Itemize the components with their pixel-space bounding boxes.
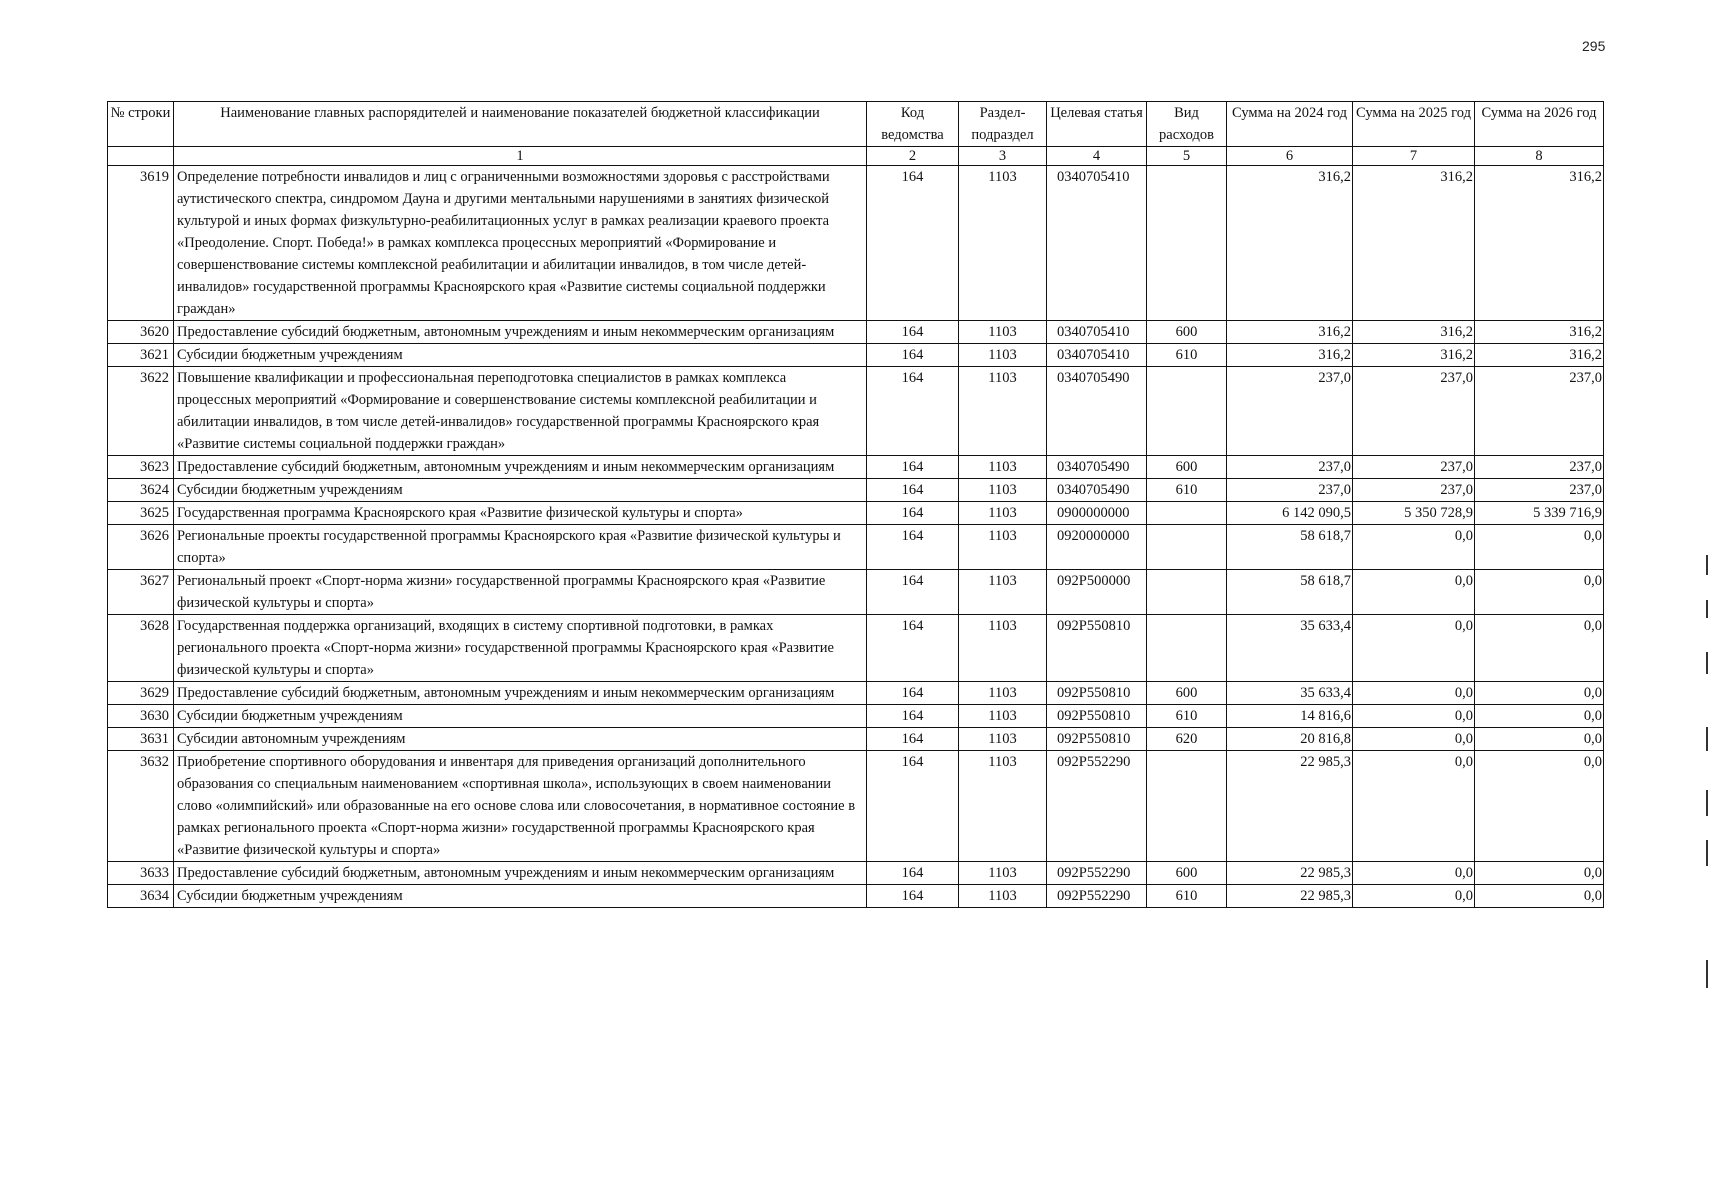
column-number: 1 bbox=[174, 147, 867, 166]
row-sum-2025: 237,0 bbox=[1353, 479, 1475, 502]
row-expense-type bbox=[1147, 615, 1227, 682]
row-number: 3632 bbox=[108, 751, 174, 862]
row-sum-2024: 316,2 bbox=[1227, 344, 1353, 367]
row-number: 3622 bbox=[108, 367, 174, 456]
row-sum-2026: 0,0 bbox=[1475, 728, 1604, 751]
row-sum-2026: 237,0 bbox=[1475, 456, 1604, 479]
header-dept-code: Код ведомства bbox=[867, 102, 959, 147]
row-name: Субсидии автономным учреждениям bbox=[174, 728, 867, 751]
row-dept-code: 164 bbox=[867, 321, 959, 344]
row-sum-2025: 0,0 bbox=[1353, 862, 1475, 885]
row-sum-2025: 0,0 bbox=[1353, 728, 1475, 751]
column-number: 6 bbox=[1227, 147, 1353, 166]
table-row bbox=[108, 862, 1604, 885]
scan-edge-mark bbox=[1706, 790, 1708, 816]
table-row bbox=[108, 166, 1604, 321]
row-expense-type bbox=[1147, 525, 1227, 570]
row-sum-2024: 20 816,8 bbox=[1227, 728, 1353, 751]
row-dept-code: 164 bbox=[867, 570, 959, 615]
table-row bbox=[108, 321, 1604, 344]
page-number: 295 bbox=[1582, 38, 1606, 54]
row-number: 3634 bbox=[108, 885, 174, 908]
header-sum-2026: Сумма на 2026 год bbox=[1475, 102, 1604, 147]
row-name: Предоставление субсидий бюджетным, автономным учреждениям и иным некоммерческим организациям bbox=[174, 682, 867, 705]
row-name: Субсидии бюджетным учреждениям bbox=[174, 885, 867, 908]
row-target-article: 092P550810 bbox=[1047, 682, 1147, 705]
row-dept-code: 164 bbox=[867, 166, 959, 321]
row-target-article: 0340705410 bbox=[1047, 344, 1147, 367]
row-number: 3625 bbox=[108, 502, 174, 525]
row-sum-2024: 237,0 bbox=[1227, 367, 1353, 456]
row-section: 1103 bbox=[959, 682, 1047, 705]
row-sum-2024: 35 633,4 bbox=[1227, 682, 1353, 705]
row-sum-2025: 0,0 bbox=[1353, 885, 1475, 908]
row-dept-code: 164 bbox=[867, 885, 959, 908]
row-section: 1103 bbox=[959, 367, 1047, 456]
row-sum-2026: 0,0 bbox=[1475, 862, 1604, 885]
row-expense-type: 610 bbox=[1147, 885, 1227, 908]
scan-edge-mark bbox=[1706, 840, 1708, 866]
row-target-article: 092P552290 bbox=[1047, 885, 1147, 908]
row-section: 1103 bbox=[959, 728, 1047, 751]
row-section: 1103 bbox=[959, 525, 1047, 570]
row-number: 3619 bbox=[108, 166, 174, 321]
table-row bbox=[108, 615, 1604, 682]
row-dept-code: 164 bbox=[867, 502, 959, 525]
column-number: 4 bbox=[1047, 147, 1147, 166]
row-section: 1103 bbox=[959, 502, 1047, 525]
row-expense-type: 620 bbox=[1147, 728, 1227, 751]
scan-edge-mark bbox=[1706, 555, 1708, 575]
row-expense-type bbox=[1147, 751, 1227, 862]
row-sum-2024: 237,0 bbox=[1227, 456, 1353, 479]
row-name: Приобретение спортивного оборудования и инвентаря для приведения организаций дополнительного образования со специальным наименованием «спортивная школа», использующих в своем наименовании слово «олимпийский» или образованные на его основе слова или словосочетания, в нормативное состояние в рамках регионального проекта «Спорт-норма жизни» государственной программы Красноярского края «Развитие физической культуры и спорта» bbox=[174, 751, 867, 862]
row-target-article: 0340705490 bbox=[1047, 367, 1147, 456]
row-name: Региональные проекты государственной программы Красноярского края «Развитие физической культуры и спорта» bbox=[174, 525, 867, 570]
table-row bbox=[108, 479, 1604, 502]
table-row bbox=[108, 344, 1604, 367]
row-sum-2024: 237,0 bbox=[1227, 479, 1353, 502]
row-target-article: 0340705490 bbox=[1047, 479, 1147, 502]
column-number: 8 bbox=[1475, 147, 1604, 166]
row-sum-2026: 5 339 716,9 bbox=[1475, 502, 1604, 525]
row-expense-type: 600 bbox=[1147, 321, 1227, 344]
column-number bbox=[108, 147, 174, 166]
row-name: Субсидии бюджетным учреждениям bbox=[174, 479, 867, 502]
row-section: 1103 bbox=[959, 166, 1047, 321]
row-sum-2026: 0,0 bbox=[1475, 615, 1604, 682]
row-name: Региональный проект «Спорт-норма жизни» государственной программы Красноярского края «Развитие физической культуры и спорта» bbox=[174, 570, 867, 615]
row-name: Повышение квалификации и профессиональная переподготовка специалистов в рамках комплекса процессных мероприятий «Формирование и совершенствование системы комплексной реабилитации и абилитации инвалидов, в том числе детей-инвалидов» государственной программы Красноярского края «Развитие системы социальной поддержки граждан» bbox=[174, 367, 867, 456]
row-sum-2024: 22 985,3 bbox=[1227, 885, 1353, 908]
row-target-article: 092P552290 bbox=[1047, 862, 1147, 885]
row-section: 1103 bbox=[959, 885, 1047, 908]
table-row bbox=[108, 728, 1604, 751]
row-dept-code: 164 bbox=[867, 682, 959, 705]
row-section: 1103 bbox=[959, 751, 1047, 862]
row-target-article: 0340705410 bbox=[1047, 321, 1147, 344]
row-sum-2025: 316,2 bbox=[1353, 321, 1475, 344]
row-sum-2025: 237,0 bbox=[1353, 456, 1475, 479]
row-sum-2025: 0,0 bbox=[1353, 682, 1475, 705]
row-sum-2025: 0,0 bbox=[1353, 525, 1475, 570]
row-dept-code: 164 bbox=[867, 367, 959, 456]
row-name: Предоставление субсидий бюджетным, автономным учреждениям и иным некоммерческим организациям bbox=[174, 321, 867, 344]
table-row bbox=[108, 502, 1604, 525]
column-number: 7 bbox=[1353, 147, 1475, 166]
row-sum-2026: 316,2 bbox=[1475, 166, 1604, 321]
row-dept-code: 164 bbox=[867, 479, 959, 502]
row-sum-2024: 14 816,6 bbox=[1227, 705, 1353, 728]
header-row bbox=[108, 102, 1604, 147]
scan-edge-mark bbox=[1706, 960, 1708, 988]
row-name: Государственная поддержка организаций, входящих в систему спортивной подготовки, в рамках регионального проекта «Спорт-норма жизни» государственной программы Красноярского края «Развитие физической культуры и спорта» bbox=[174, 615, 867, 682]
row-section: 1103 bbox=[959, 705, 1047, 728]
header-section: Раздел-подраздел bbox=[959, 102, 1047, 147]
scan-edge-mark bbox=[1706, 727, 1708, 751]
header-name: Наименование главных распорядителей и наименование показателей бюджетной классификации bbox=[174, 102, 867, 147]
row-sum-2025: 5 350 728,9 bbox=[1353, 502, 1475, 525]
scan-edge-mark bbox=[1706, 600, 1708, 618]
row-sum-2025: 237,0 bbox=[1353, 367, 1475, 456]
row-target-article: 092P500000 bbox=[1047, 570, 1147, 615]
row-sum-2024: 6 142 090,5 bbox=[1227, 502, 1353, 525]
row-expense-type bbox=[1147, 367, 1227, 456]
row-name: Предоставление субсидий бюджетным, автономным учреждениям и иным некоммерческим организациям bbox=[174, 862, 867, 885]
row-dept-code: 164 bbox=[867, 615, 959, 682]
row-sum-2026: 0,0 bbox=[1475, 705, 1604, 728]
row-name: Государственная программа Красноярского края «Развитие физической культуры и спорта» bbox=[174, 502, 867, 525]
row-sum-2025: 0,0 bbox=[1353, 751, 1475, 862]
row-dept-code: 164 bbox=[867, 728, 959, 751]
row-sum-2026: 0,0 bbox=[1475, 751, 1604, 862]
row-expense-type bbox=[1147, 502, 1227, 525]
row-dept-code: 164 bbox=[867, 456, 959, 479]
budget-table bbox=[107, 101, 1604, 908]
header-expense-type: Вид расходов bbox=[1147, 102, 1227, 147]
table-row bbox=[108, 885, 1604, 908]
row-sum-2024: 22 985,3 bbox=[1227, 751, 1353, 862]
row-sum-2024: 58 618,7 bbox=[1227, 570, 1353, 615]
row-dept-code: 164 bbox=[867, 525, 959, 570]
row-section: 1103 bbox=[959, 615, 1047, 682]
row-number: 3620 bbox=[108, 321, 174, 344]
row-sum-2024: 316,2 bbox=[1227, 166, 1353, 321]
table-row bbox=[108, 367, 1604, 456]
table-row bbox=[108, 705, 1604, 728]
row-section: 1103 bbox=[959, 456, 1047, 479]
row-section: 1103 bbox=[959, 862, 1047, 885]
row-number: 3627 bbox=[108, 570, 174, 615]
row-sum-2026: 0,0 bbox=[1475, 885, 1604, 908]
row-sum-2025: 0,0 bbox=[1353, 705, 1475, 728]
row-number: 3624 bbox=[108, 479, 174, 502]
row-target-article: 0340705490 bbox=[1047, 456, 1147, 479]
row-sum-2024: 35 633,4 bbox=[1227, 615, 1353, 682]
row-sum-2026: 237,0 bbox=[1475, 367, 1604, 456]
row-number: 3630 bbox=[108, 705, 174, 728]
column-number: 2 bbox=[867, 147, 959, 166]
row-sum-2026: 237,0 bbox=[1475, 479, 1604, 502]
table-body bbox=[108, 166, 1604, 908]
row-expense-type bbox=[1147, 166, 1227, 321]
row-sum-2024: 316,2 bbox=[1227, 321, 1353, 344]
row-number: 3626 bbox=[108, 525, 174, 570]
row-number: 3628 bbox=[108, 615, 174, 682]
row-number: 3631 bbox=[108, 728, 174, 751]
row-number: 3629 bbox=[108, 682, 174, 705]
row-sum-2026: 0,0 bbox=[1475, 570, 1604, 615]
row-name: Предоставление субсидий бюджетным, автономным учреждениям и иным некоммерческим организациям bbox=[174, 456, 867, 479]
row-number: 3623 bbox=[108, 456, 174, 479]
table-row bbox=[108, 456, 1604, 479]
row-name: Субсидии бюджетным учреждениям bbox=[174, 344, 867, 367]
row-name: Определение потребности инвалидов и лиц с ограниченными возможностями здоровья с расстройствами аутистического спектра, синдромом Дауна и другими ментальными нарушениями в занятиях физической культурой и иных формах физкультурно-реабилитационных услуг в рамках реализации краевого проекта «Преодоление. Спорт. Победа!» в рамках комплекса процессных мероприятий «Формирование и совершенствование системы комплексной реабилитации и абилитации инвалидов, в том числе детей-инвалидов» государственной программы Красноярского края «Развитие системы социальной поддержки граждан» bbox=[174, 166, 867, 321]
header-sum-2025: Сумма на 2025 год bbox=[1353, 102, 1475, 147]
row-target-article: 092P550810 bbox=[1047, 728, 1147, 751]
row-sum-2026: 0,0 bbox=[1475, 682, 1604, 705]
row-number: 3621 bbox=[108, 344, 174, 367]
row-sum-2025: 316,2 bbox=[1353, 166, 1475, 321]
column-number: 5 bbox=[1147, 147, 1227, 166]
row-section: 1103 bbox=[959, 344, 1047, 367]
column-number: 3 bbox=[959, 147, 1047, 166]
row-name: Субсидии бюджетным учреждениям bbox=[174, 705, 867, 728]
row-section: 1103 bbox=[959, 321, 1047, 344]
row-sum-2026: 316,2 bbox=[1475, 344, 1604, 367]
row-section: 1103 bbox=[959, 479, 1047, 502]
row-sum-2025: 0,0 bbox=[1353, 615, 1475, 682]
row-sum-2025: 0,0 bbox=[1353, 570, 1475, 615]
scan-edge-mark bbox=[1706, 652, 1708, 674]
row-target-article: 0340705410 bbox=[1047, 166, 1147, 321]
header-sum-2024: Сумма на 2024 год bbox=[1227, 102, 1353, 147]
row-expense-type: 600 bbox=[1147, 862, 1227, 885]
row-expense-type: 600 bbox=[1147, 682, 1227, 705]
row-target-article: 092P552290 bbox=[1047, 751, 1147, 862]
row-sum-2024: 22 985,3 bbox=[1227, 862, 1353, 885]
row-sum-2026: 316,2 bbox=[1475, 321, 1604, 344]
row-section: 1103 bbox=[959, 570, 1047, 615]
row-number: 3633 bbox=[108, 862, 174, 885]
header-target-article: Целевая статья bbox=[1047, 102, 1147, 147]
header-row-number: № строки bbox=[108, 102, 174, 147]
row-dept-code: 164 bbox=[867, 751, 959, 862]
row-expense-type: 610 bbox=[1147, 479, 1227, 502]
row-dept-code: 164 bbox=[867, 705, 959, 728]
row-target-article: 0920000000 bbox=[1047, 525, 1147, 570]
column-number-row bbox=[108, 147, 1604, 166]
row-expense-type: 610 bbox=[1147, 344, 1227, 367]
row-expense-type: 610 bbox=[1147, 705, 1227, 728]
row-sum-2024: 58 618,7 bbox=[1227, 525, 1353, 570]
row-target-article: 092P550810 bbox=[1047, 705, 1147, 728]
row-expense-type: 600 bbox=[1147, 456, 1227, 479]
table-row bbox=[108, 525, 1604, 570]
table-row bbox=[108, 570, 1604, 615]
row-target-article: 092P550810 bbox=[1047, 615, 1147, 682]
table-header bbox=[108, 102, 1604, 166]
table-row bbox=[108, 682, 1604, 705]
row-sum-2025: 316,2 bbox=[1353, 344, 1475, 367]
row-dept-code: 164 bbox=[867, 862, 959, 885]
row-expense-type bbox=[1147, 570, 1227, 615]
row-sum-2026: 0,0 bbox=[1475, 525, 1604, 570]
table-row bbox=[108, 751, 1604, 862]
row-dept-code: 164 bbox=[867, 344, 959, 367]
row-target-article: 0900000000 bbox=[1047, 502, 1147, 525]
